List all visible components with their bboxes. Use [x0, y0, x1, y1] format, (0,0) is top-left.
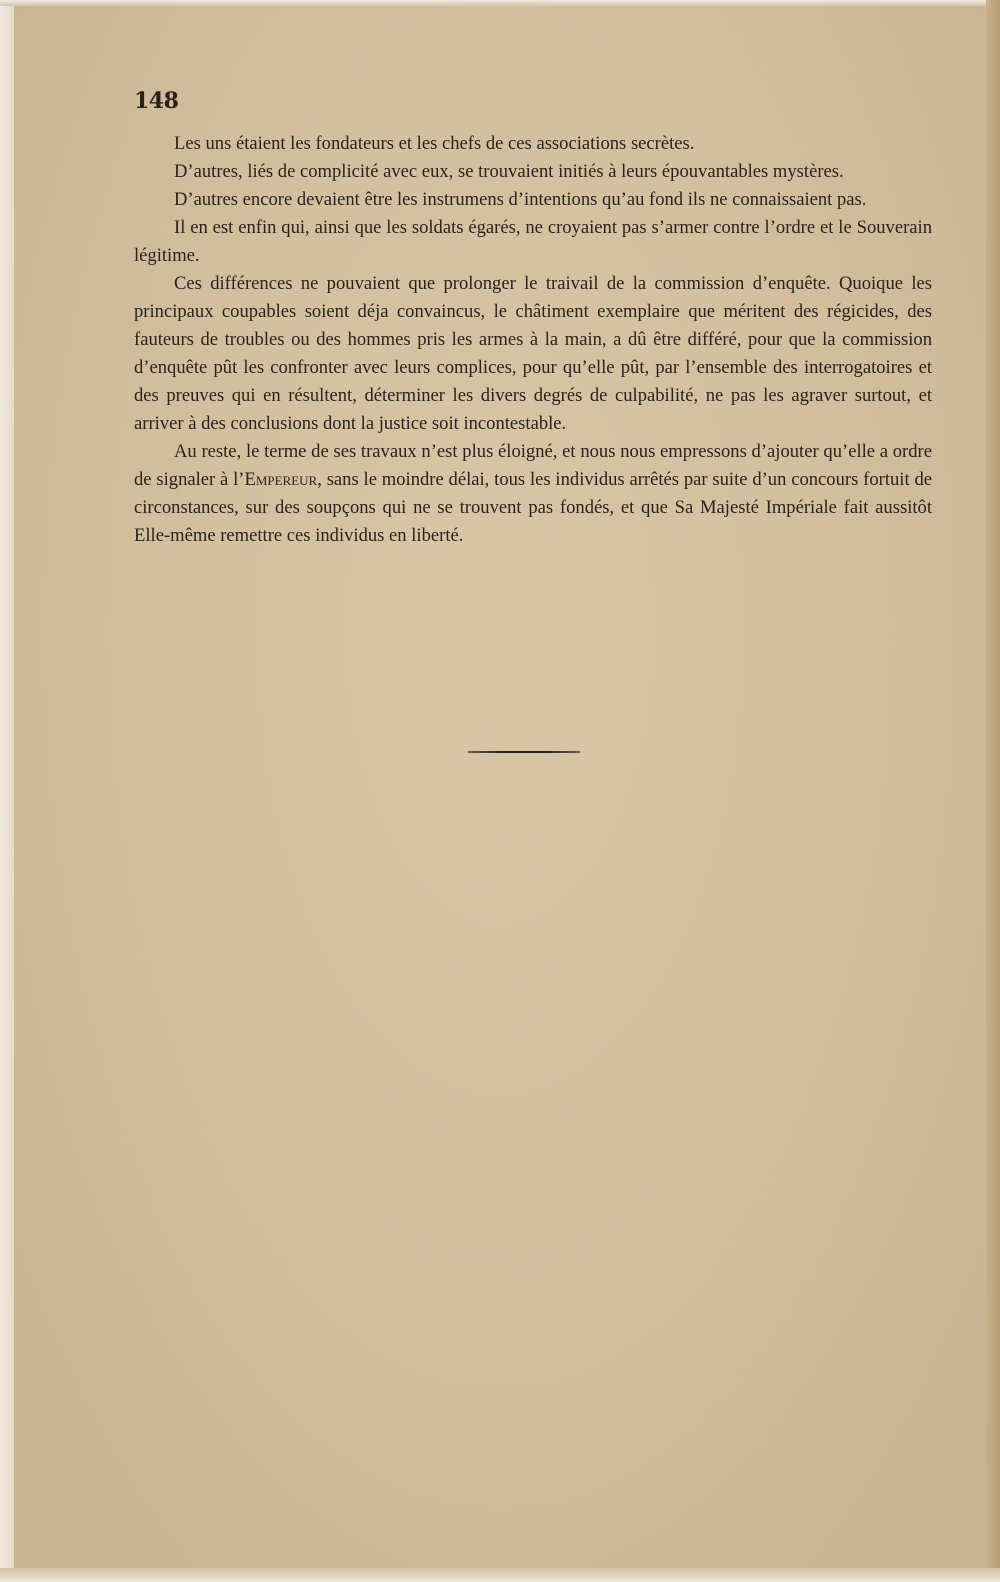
paragraph: Ces différences ne pouvaient que prolonger le traivail de la commission d’enquête. Quoique les principaux coupables soient déja convaincus, le châtiment exemplaire que méritent des régicides, des fauteurs de troubles ou des hommes pris les armes à la main, a dû être différé, pour que la commission d’enquête pût les confronter avec leurs complices, pour qu’elle pût, par l’ensemble des interrogatoires et des preuves qui en résultent, déterminer les divers degrés de culpabilité, ne pas les agraver surtout, et arriver à des conclusions dont la justice soit incontestable.	[134, 273, 932, 434]
scan-edge-top	[0, 0, 1000, 6]
page-number: 148	[134, 88, 179, 114]
paragraph-final	[134, 438, 932, 550]
emperor-small-caps: Empereur	[244, 469, 318, 490]
paragraph-final-start: Au reste, le terme de ses travaux n’est plus éloigné, et nous nous empressons d’ajouter qu’elle a ordre de signaler à l’	[134, 441, 932, 490]
paragraph-final-end: , sans le moindre délai, tous les individus arrêtés par suite d’un concours fortuit de circonstances, sur des soupçons qui ne se trouvent pas fondés, et que Sa Majesté Impériale fait aussitôt Elle-même remettre ces individus en liberté.	[134, 469, 932, 546]
scan-edge-right	[986, 0, 1000, 1582]
scan-edge-bottom	[0, 1568, 1000, 1582]
paragraph: Les uns étaient les fondateurs et les chefs de ces associations secrètes.	[174, 133, 695, 154]
paragraph: D’autres, liés de complicité avec eux, se trouvaient initiés à leurs épouvantables mystères.	[174, 161, 844, 182]
body-text	[134, 130, 932, 550]
closing-rule	[468, 751, 580, 753]
paragraph: D’autres encore devaient être les instrumens d’intentions qu’au fond ils ne connaissaient pas.	[174, 189, 867, 210]
scan-edge-left	[0, 0, 14, 1582]
paragraph: Il en est enfin qui, ainsi que les soldats égarés, ne croyaient pas s’armer contre l’ordre et le Souverain légitime.	[134, 217, 932, 266]
